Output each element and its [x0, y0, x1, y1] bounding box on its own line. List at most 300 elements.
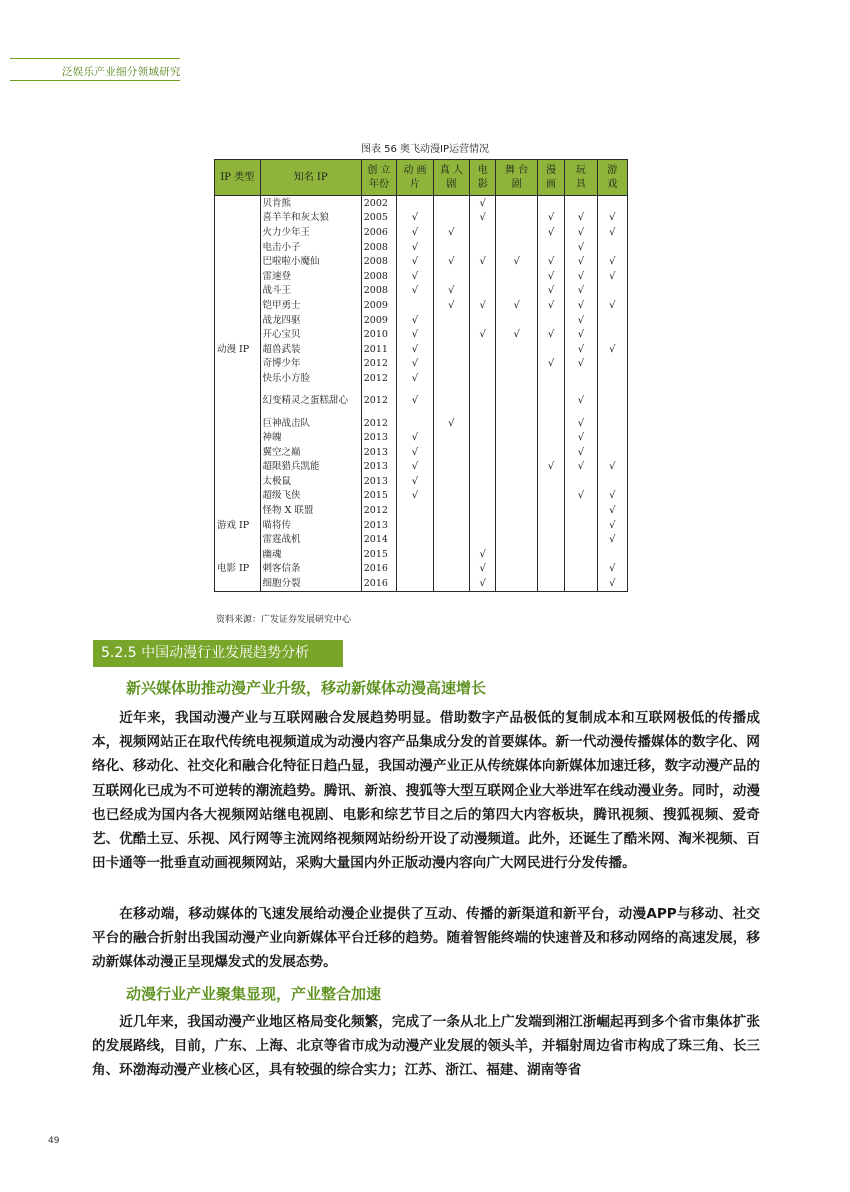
format-cell: √ [470, 562, 496, 577]
format-cell [496, 474, 538, 489]
format-cell: √ [597, 562, 627, 577]
format-cell: √ [433, 298, 469, 313]
format-cell [433, 489, 469, 504]
format-cell [496, 371, 538, 386]
table-header-row [215, 160, 628, 196]
format-cell: √ [597, 576, 627, 591]
table-row [215, 225, 628, 240]
ip-name-cell: 太极鼠 [260, 474, 361, 489]
ip-type-cell [215, 416, 261, 431]
ip-name-cell: 细胞分裂 [260, 576, 361, 591]
format-cell [597, 357, 627, 372]
format-cell [496, 211, 538, 226]
year-cell: 2008 [361, 269, 396, 284]
format-cell [433, 386, 469, 416]
format-cell: √ [397, 284, 433, 299]
ip-type-cell [215, 532, 261, 547]
format-cell: √ [597, 532, 627, 547]
format-cell [537, 576, 564, 591]
format-cell [565, 196, 597, 211]
ip-type-cell [215, 474, 261, 489]
format-cell: √ [597, 269, 627, 284]
format-cell: √ [470, 576, 496, 591]
ip-type-cell [215, 327, 261, 342]
format-cell [433, 547, 469, 562]
format-cell [397, 562, 433, 577]
format-cell: √ [397, 489, 433, 504]
format-cell [597, 371, 627, 386]
year-cell: 2005 [361, 211, 396, 226]
format-cell: √ [537, 327, 564, 342]
ip-name-cell: 喜羊羊和灰太狼 [260, 211, 361, 226]
table-row [215, 445, 628, 460]
format-cell: √ [565, 430, 597, 445]
table-row [215, 240, 628, 255]
column-header: 知名 IP [260, 160, 361, 196]
paragraph-regional: 近几年来，我国动漫产业地区格局变化频繁，完成了一条从北上广发端到湘江浙崛起再到多个省市集体扩张的发展路线，目前，广东、上海、北京等省市成为动漫产业发展的领头羊，并辐射周边省市构成了珠三角、长三角、环渤海动漫产业核心区，具有较强的综合实力；江苏、浙江、福建、湖南等省 [92, 1014, 760, 1079]
format-cell [565, 547, 597, 562]
ip-type-cell [215, 269, 261, 284]
format-cell: √ [397, 254, 433, 269]
format-cell: √ [597, 489, 627, 504]
format-cell [496, 240, 538, 255]
ip-type-cell [215, 503, 261, 518]
format-cell: √ [565, 460, 597, 475]
format-cell [397, 532, 433, 547]
format-cell [470, 225, 496, 240]
ip-type-cell [215, 284, 261, 299]
format-cell: √ [565, 254, 597, 269]
format-cell: √ [470, 327, 496, 342]
ip-type-cell [215, 240, 261, 255]
column-header: 真 人 剧 [433, 160, 469, 196]
format-cell [537, 474, 564, 489]
format-cell [496, 416, 538, 431]
format-cell [597, 196, 627, 211]
ip-name-cell: 奇博少年 [260, 357, 361, 372]
format-cell: √ [537, 298, 564, 313]
format-cell: √ [565, 489, 597, 504]
format-cell [537, 532, 564, 547]
year-cell: 2009 [361, 298, 396, 313]
column-header: 玩 具 [565, 160, 597, 196]
table-row [215, 489, 628, 504]
ip-name-cell: 电击小子 [260, 240, 361, 255]
format-cell [397, 518, 433, 533]
ip-name-cell: 超限猎兵凯能 [260, 460, 361, 475]
format-cell [597, 445, 627, 460]
format-cell: √ [496, 327, 538, 342]
figure-source: 资料来源：广发证券发展研究中心 [216, 615, 352, 625]
format-cell: √ [397, 357, 433, 372]
format-cell: √ [397, 460, 433, 475]
format-cell [433, 445, 469, 460]
format-cell: √ [397, 327, 433, 342]
format-cell [565, 371, 597, 386]
format-cell: √ [397, 430, 433, 445]
format-cell: √ [597, 518, 627, 533]
ip-name-cell: 刺客信条 [260, 562, 361, 577]
format-cell [496, 562, 538, 577]
format-cell [470, 416, 496, 431]
format-cell [597, 284, 627, 299]
ip-name-cell: 铠甲勇士 [260, 298, 361, 313]
format-cell: √ [537, 284, 564, 299]
table-row [215, 298, 628, 313]
format-cell [433, 269, 469, 284]
paragraph-internet-convergence: 近年来，我国动漫产业与互联网融合发展趋势明显。借助数字产品极低的复制成本和互联网极低的传播成本，视频网站正在取代传统电视频道成为动漫内容产品集成分发的首要媒体。新一代动漫传播媒体的数字化、网络化、移动化、社交化和融合化特征日趋凸显，我国动漫产业正从传统媒体向新媒体加速迁移，数字动漫产品的互联网化已成为不可逆转的潮流趋势。腾讯、新浪、搜狐等大型互联网企业大举进军在线动漫业务。同时，动漫也已经成为国内各大视频网站继电视剧、电影和综艺节目之后的第四大内容板块，腾讯视频、搜狐视频、爱奇艺、优酷土豆、乐视、风行网等主流网络视频网站纷纷开设了动漫频道。此外，还诞生了酷米网、淘米视频、百田卡通等一批垂直动画视频网站，采购大量国内外正版动漫内容向广大网民进行分发传播。 [92, 710, 760, 872]
ip-type-cell [215, 445, 261, 460]
format-cell [496, 503, 538, 518]
format-cell [537, 445, 564, 460]
ip-type-cell [215, 211, 261, 226]
format-cell: √ [397, 269, 433, 284]
format-cell [470, 313, 496, 328]
table-row [215, 547, 628, 562]
ip-name-cell: 贝肯熊 [260, 196, 361, 211]
format-cell: √ [597, 254, 627, 269]
format-cell [496, 342, 538, 357]
format-cell: √ [397, 342, 433, 357]
year-cell: 2008 [361, 240, 396, 255]
ip-name-cell: 幽魂 [260, 547, 361, 562]
ip-type-cell: 电影 IP [215, 562, 261, 577]
format-cell [433, 576, 469, 591]
year-cell: 2016 [361, 576, 396, 591]
year-cell: 2013 [361, 460, 396, 475]
format-cell [537, 547, 564, 562]
format-cell [496, 313, 538, 328]
year-cell: 2008 [361, 284, 396, 299]
format-cell: √ [537, 269, 564, 284]
ip-type-cell [215, 489, 261, 504]
format-cell: √ [565, 416, 597, 431]
format-cell [496, 430, 538, 445]
format-cell: √ [397, 474, 433, 489]
ip-name-cell: 怪物 X 联盟 [260, 503, 361, 518]
table-row [215, 313, 628, 328]
format-cell [433, 313, 469, 328]
format-cell [597, 386, 627, 416]
ip-type-cell: 游戏 IP [215, 518, 261, 533]
format-cell: √ [565, 284, 597, 299]
format-cell [433, 327, 469, 342]
format-cell [496, 225, 538, 240]
format-cell [565, 474, 597, 489]
ip-name-cell: 超级飞侠 [260, 489, 361, 504]
header-rule-top [10, 58, 180, 59]
ip-name-cell: 幻变精灵之蛋糕甜心 [260, 386, 361, 416]
format-cell [397, 503, 433, 518]
ip-name-cell: 喵将传 [260, 518, 361, 533]
table-row [215, 386, 628, 416]
ip-name-cell: 开心宝贝 [260, 327, 361, 342]
ip-type-cell [215, 430, 261, 445]
format-cell [537, 489, 564, 504]
ip-type-cell [215, 357, 261, 372]
format-cell: √ [397, 211, 433, 226]
format-cell [597, 416, 627, 431]
format-cell: √ [470, 254, 496, 269]
ip-name-cell: 战斗王 [260, 284, 361, 299]
ip-name-cell: 战龙四驱 [260, 313, 361, 328]
format-cell: √ [565, 327, 597, 342]
table-row [215, 211, 628, 226]
format-cell [433, 518, 469, 533]
format-cell [433, 357, 469, 372]
format-cell [496, 532, 538, 547]
ip-type-cell [215, 460, 261, 475]
subheading-new-media: 新兴媒体助推动漫产业升级，移动新媒体动漫高速增长 [126, 679, 487, 697]
column-header: 电 影 [470, 160, 496, 196]
ip-name-cell: 巨神战击队 [260, 416, 361, 431]
format-cell [470, 386, 496, 416]
format-cell [597, 313, 627, 328]
format-cell [470, 474, 496, 489]
format-cell [496, 357, 538, 372]
format-cell [470, 357, 496, 372]
format-cell [597, 327, 627, 342]
format-cell [496, 284, 538, 299]
format-cell [433, 371, 469, 386]
ip-name-cell: 火力少年王 [260, 225, 361, 240]
ip-type-cell [215, 254, 261, 269]
format-cell [470, 460, 496, 475]
format-cell [565, 503, 597, 518]
subheading-industry-cluster: 动漫行业产业聚集显现，产业整合加速 [126, 985, 382, 1003]
ip-name-cell: 翼空之巅 [260, 445, 361, 460]
table-row [215, 576, 628, 591]
year-cell: 2016 [361, 562, 396, 577]
format-cell [470, 503, 496, 518]
format-cell: √ [397, 445, 433, 460]
ip-name-cell: 超兽武装 [260, 342, 361, 357]
format-cell [470, 489, 496, 504]
column-header: 动 画 片 [397, 160, 433, 196]
format-cell: √ [565, 386, 597, 416]
format-cell [496, 269, 538, 284]
format-cell [470, 518, 496, 533]
ip-type-cell [215, 547, 261, 562]
header-rule-bottom [10, 80, 180, 81]
format-cell [537, 371, 564, 386]
format-cell [537, 342, 564, 357]
format-cell [433, 342, 469, 357]
year-cell: 2012 [361, 503, 396, 518]
ip-type-cell [215, 225, 261, 240]
year-cell: 2008 [361, 254, 396, 269]
format-cell: √ [565, 298, 597, 313]
format-cell: √ [537, 460, 564, 475]
format-cell [537, 518, 564, 533]
format-cell [597, 430, 627, 445]
format-cell: √ [565, 357, 597, 372]
ip-type-cell [215, 196, 261, 211]
format-cell [397, 196, 433, 211]
table-row [215, 254, 628, 269]
year-cell: 2013 [361, 474, 396, 489]
format-cell: √ [433, 254, 469, 269]
ip-type-cell [215, 371, 261, 386]
column-header: 游 戏 [597, 160, 627, 196]
format-cell: √ [496, 254, 538, 269]
table-row [215, 460, 628, 475]
table-row [215, 342, 628, 357]
format-cell: √ [565, 445, 597, 460]
paragraph-mobile: 在移动端，移动媒体的飞速发展给动漫企业提供了互动、传播的新渠道和新平台，动漫APP与移动、社交平台的融合折射出我国动漫产业向新媒体平台迁移的趋势。随着智能终端的快速普及和移动网络的高速发展，移动新媒体动漫正呈现爆发式的发展态势。 [92, 906, 760, 971]
format-cell [433, 562, 469, 577]
format-cell [537, 196, 564, 211]
format-cell: √ [397, 225, 433, 240]
format-cell [470, 430, 496, 445]
column-header: 舞 台 剧 [496, 160, 538, 196]
format-cell [565, 518, 597, 533]
table-row [215, 196, 628, 211]
format-cell [537, 240, 564, 255]
format-cell [597, 240, 627, 255]
format-cell: √ [597, 503, 627, 518]
format-cell [496, 576, 538, 591]
format-cell [537, 313, 564, 328]
format-cell: √ [470, 211, 496, 226]
ip-operations-table [214, 159, 628, 592]
ip-type-cell [215, 298, 261, 313]
format-cell: √ [597, 460, 627, 475]
format-cell: √ [565, 342, 597, 357]
column-header: 漫 画 [537, 160, 564, 196]
format-cell [470, 532, 496, 547]
format-cell [470, 240, 496, 255]
table-row [215, 430, 628, 445]
year-cell: 2015 [361, 489, 396, 504]
year-cell: 2012 [361, 357, 396, 372]
format-cell [496, 445, 538, 460]
format-cell: √ [537, 254, 564, 269]
format-cell [496, 386, 538, 416]
table-row [215, 416, 628, 431]
format-cell [597, 474, 627, 489]
format-cell [496, 489, 538, 504]
column-header: 创 立 年份 [361, 160, 396, 196]
year-cell: 2012 [361, 371, 396, 386]
format-cell [565, 576, 597, 591]
format-cell [470, 445, 496, 460]
format-cell: √ [433, 225, 469, 240]
format-cell [433, 211, 469, 226]
table-body [215, 196, 628, 592]
format-cell [433, 196, 469, 211]
year-cell: 2011 [361, 342, 396, 357]
format-cell [537, 562, 564, 577]
format-cell: √ [597, 211, 627, 226]
ip-name-cell: 雷速登 [260, 269, 361, 284]
year-cell: 2014 [361, 532, 396, 547]
format-cell: √ [565, 240, 597, 255]
year-cell: 2002 [361, 196, 396, 211]
format-cell [433, 460, 469, 475]
ip-type-cell [215, 386, 261, 416]
table-row [215, 284, 628, 299]
format-cell: √ [433, 284, 469, 299]
format-cell: √ [597, 298, 627, 313]
year-cell: 2012 [361, 416, 396, 431]
format-cell [537, 416, 564, 431]
year-cell: 2015 [361, 547, 396, 562]
format-cell [433, 474, 469, 489]
format-cell [397, 547, 433, 562]
format-cell [470, 342, 496, 357]
ip-type-cell: 动漫 IP [215, 342, 261, 357]
format-cell: √ [565, 313, 597, 328]
format-cell: √ [397, 240, 433, 255]
format-cell: √ [537, 211, 564, 226]
format-cell [433, 240, 469, 255]
format-cell: √ [537, 357, 564, 372]
section-title: 5.2.5 中国动漫行业发展趋势分析 [93, 640, 343, 667]
format-cell: √ [597, 342, 627, 357]
format-cell: √ [433, 416, 469, 431]
format-cell [433, 503, 469, 518]
ip-type-cell [215, 313, 261, 328]
running-header: 泛娱乐产业细分领域研究 [62, 66, 181, 78]
table-row [215, 269, 628, 284]
year-cell: 2013 [361, 445, 396, 460]
format-cell [496, 196, 538, 211]
format-cell: √ [470, 298, 496, 313]
format-cell [537, 430, 564, 445]
format-cell: √ [397, 313, 433, 328]
format-cell: √ [397, 371, 433, 386]
ip-name-cell: 雷霆战机 [260, 532, 361, 547]
table-row [215, 474, 628, 489]
format-cell [397, 298, 433, 313]
format-cell [597, 547, 627, 562]
format-cell: √ [496, 298, 538, 313]
ip-type-cell [215, 576, 261, 591]
column-header: IP 类型 [215, 160, 261, 196]
table-row [215, 532, 628, 547]
format-cell: √ [597, 225, 627, 240]
format-cell: √ [537, 225, 564, 240]
table-row [215, 503, 628, 518]
table-row [215, 518, 628, 533]
ip-name-cell: 快乐小方脸 [260, 371, 361, 386]
table-row [215, 371, 628, 386]
year-cell: 2013 [361, 518, 396, 533]
format-cell [496, 460, 538, 475]
year-cell: 2013 [361, 430, 396, 445]
format-cell [433, 430, 469, 445]
figure-caption: 图表 56 奥飞动漫IP运营情况 [360, 144, 490, 155]
format-cell [496, 518, 538, 533]
format-cell [496, 547, 538, 562]
format-cell [565, 532, 597, 547]
format-cell: √ [565, 225, 597, 240]
format-cell [470, 371, 496, 386]
format-cell [470, 284, 496, 299]
format-cell: √ [470, 196, 496, 211]
page-number: 49 [48, 1136, 60, 1146]
table-row [215, 357, 628, 372]
table-row [215, 562, 628, 577]
ip-name-cell: 神魄 [260, 430, 361, 445]
year-cell: 2010 [361, 327, 396, 342]
ip-name-cell: 巴啦啦小魔仙 [260, 254, 361, 269]
format-cell: √ [565, 269, 597, 284]
year-cell: 2006 [361, 225, 396, 240]
format-cell [537, 503, 564, 518]
year-cell: 2012 [361, 386, 396, 416]
